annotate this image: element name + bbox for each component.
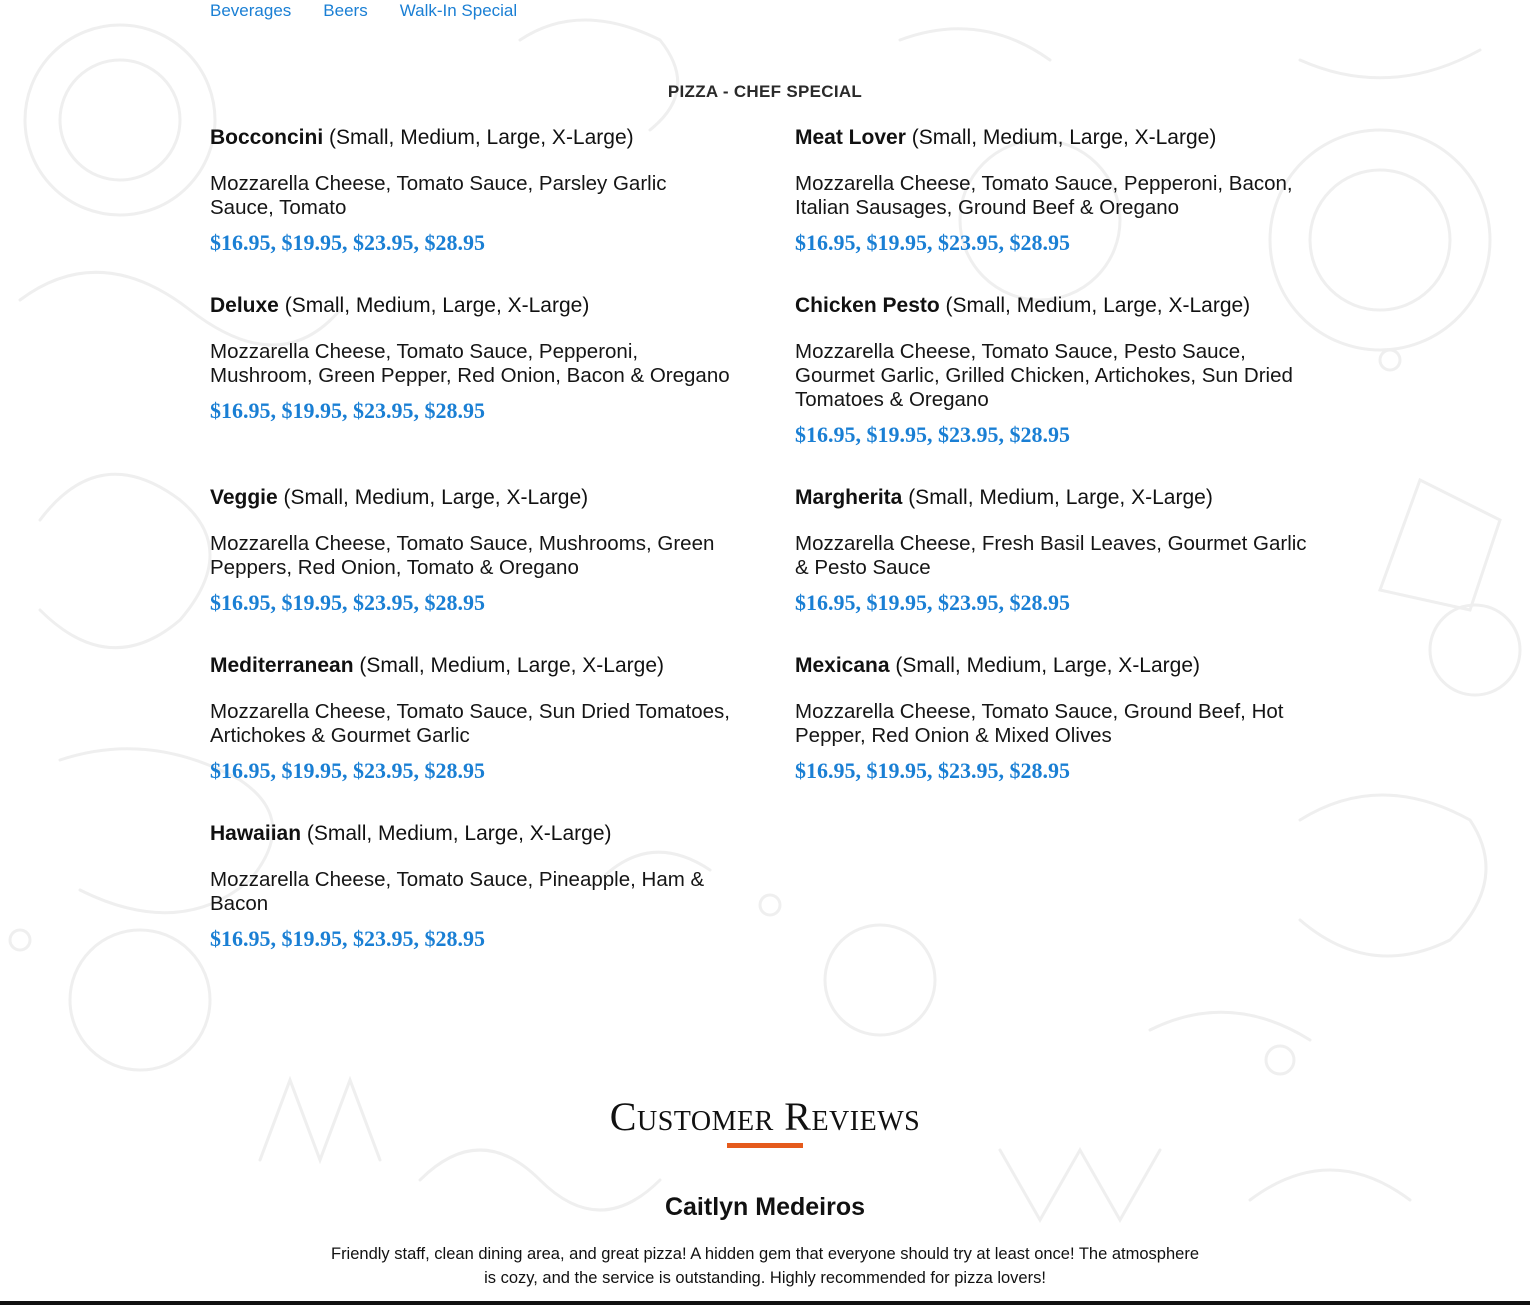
item-sizes: (Small, Medium, Large, X-Large) xyxy=(277,486,589,509)
item-description: Mozzarella Cheese, Tomato Sauce, Pineapple, Ham & Bacon xyxy=(210,868,705,915)
reviews-heading-underline xyxy=(727,1143,803,1148)
item-name: Meat Lover xyxy=(795,126,906,149)
item-sizes: (Small, Medium, Large, X-Large) xyxy=(902,486,1213,509)
section-title: PIZZA - CHEF SPECIAL xyxy=(667,82,863,101)
nav-link-walk-in-special[interactable]: Walk-In Special xyxy=(399,1,518,20)
item-description: Mozzarella Cheese, Fresh Basil Leaves, Gourmet Garlic & Pesto Sauce xyxy=(795,532,1307,579)
menu-item xyxy=(210,820,730,988)
item-heading xyxy=(795,652,1315,680)
item-name: Bocconcini xyxy=(210,126,324,149)
item-description: Mozzarella Cheese, Tomato Sauce, Ground Beef, Hot Pepper, Red Onion & Mixed Olives xyxy=(795,700,1284,747)
item-price: $16.95, $19.95, $23.95, $28.95 xyxy=(795,590,1070,615)
item-heading xyxy=(210,292,730,320)
item-heading xyxy=(210,124,730,152)
item-price: $16.95, $19.95, $23.95, $28.95 xyxy=(210,590,485,615)
item-price: $16.95, $19.95, $23.95, $28.95 xyxy=(210,398,485,423)
item-heading xyxy=(210,652,730,680)
item-description: Mozzarella Cheese, Tomato Sauce, Pesto Sauce, Gourmet Garlic, Grilled Chicken, Artichokes, Sun Dried Tomatoes & Oregano xyxy=(795,340,1293,411)
item-price: $16.95, $19.95, $23.95, $28.95 xyxy=(795,422,1070,447)
item-price: $16.95, $19.95, $23.95, $28.95 xyxy=(210,926,485,951)
item-sizes: (Small, Medium, Large, X-Large) xyxy=(278,294,590,317)
item-description: Mozzarella Cheese, Tomato Sauce, Pepperoni, Bacon, Italian Sausages, Ground Beef & Oregano xyxy=(795,172,1293,219)
item-heading xyxy=(210,484,730,512)
item-sizes: (Small, Medium, Large, X-Large) xyxy=(939,294,1251,317)
nav-link-beers[interactable]: Beers xyxy=(323,1,368,20)
item-price: $16.95, $19.95, $23.95, $28.95 xyxy=(795,758,1070,783)
bottom-divider xyxy=(0,1301,1530,1305)
item-name: Mediterranean xyxy=(210,654,354,677)
item-heading xyxy=(795,124,1315,152)
reviews-heading: Customer Reviews xyxy=(609,1094,921,1139)
item-name: Deluxe xyxy=(210,294,279,317)
item-name: Margherita xyxy=(795,486,903,509)
item-sizes: (Small, Medium, Large, X-Large) xyxy=(905,126,1217,149)
menu-item xyxy=(210,652,730,820)
menu-item xyxy=(795,124,1315,292)
item-name: Chicken Pesto xyxy=(795,294,940,317)
item-price: $16.95, $19.95, $23.95, $28.95 xyxy=(210,758,485,783)
menu-item xyxy=(210,124,730,292)
item-heading xyxy=(795,484,1315,512)
item-sizes: (Small, Medium, Large, X-Large) xyxy=(323,126,634,149)
menu-item xyxy=(795,652,1315,820)
menu-grid xyxy=(210,124,1320,988)
item-description: Mozzarella Cheese, Tomato Sauce, Parsley Garlic Sauce, Tomato xyxy=(210,172,667,219)
nav-link-beverages[interactable]: Beverages xyxy=(210,1,292,20)
menu-item xyxy=(210,484,730,652)
reviewer-name: Caitlyn Medeiros xyxy=(664,1193,866,1221)
item-sizes: (Small, Medium, Large, X-Large) xyxy=(889,654,1201,677)
item-heading xyxy=(210,820,730,848)
menu-item xyxy=(210,292,730,484)
item-sizes: (Small, Medium, Large, X-Large) xyxy=(353,654,664,677)
item-heading xyxy=(795,292,1315,320)
item-name: Veggie xyxy=(210,486,278,509)
item-price: $16.95, $19.95, $23.95, $28.95 xyxy=(210,230,485,255)
menu-item xyxy=(795,292,1315,484)
item-description: Mozzarella Cheese, Tomato Sauce, Sun Dried Tomatoes, Artichokes & Gourmet Garlic xyxy=(210,700,730,747)
menu-item xyxy=(795,484,1315,652)
review-text: Friendly staff, clean dining area, and great pizza! A hidden gem that everyone should try at least once! The atmosphere is cozy, and the service is outstanding. Highly recommended for pizza lovers! xyxy=(330,1245,1199,1287)
item-name: Hawaiian xyxy=(210,822,302,845)
item-sizes: (Small, Medium, Large, X-Large) xyxy=(301,822,612,845)
item-price: $16.95, $19.95, $23.95, $28.95 xyxy=(795,230,1070,255)
item-description: Mozzarella Cheese, Tomato Sauce, Pepperoni, Mushroom, Green Pepper, Red Onion, Bacon & Oregano xyxy=(210,340,730,387)
item-name: Mexicana xyxy=(795,654,890,677)
category-nav xyxy=(210,0,517,22)
item-description: Mozzarella Cheese, Tomato Sauce, Mushrooms, Green Peppers, Red Onion, Tomato & Oregano xyxy=(210,532,715,579)
